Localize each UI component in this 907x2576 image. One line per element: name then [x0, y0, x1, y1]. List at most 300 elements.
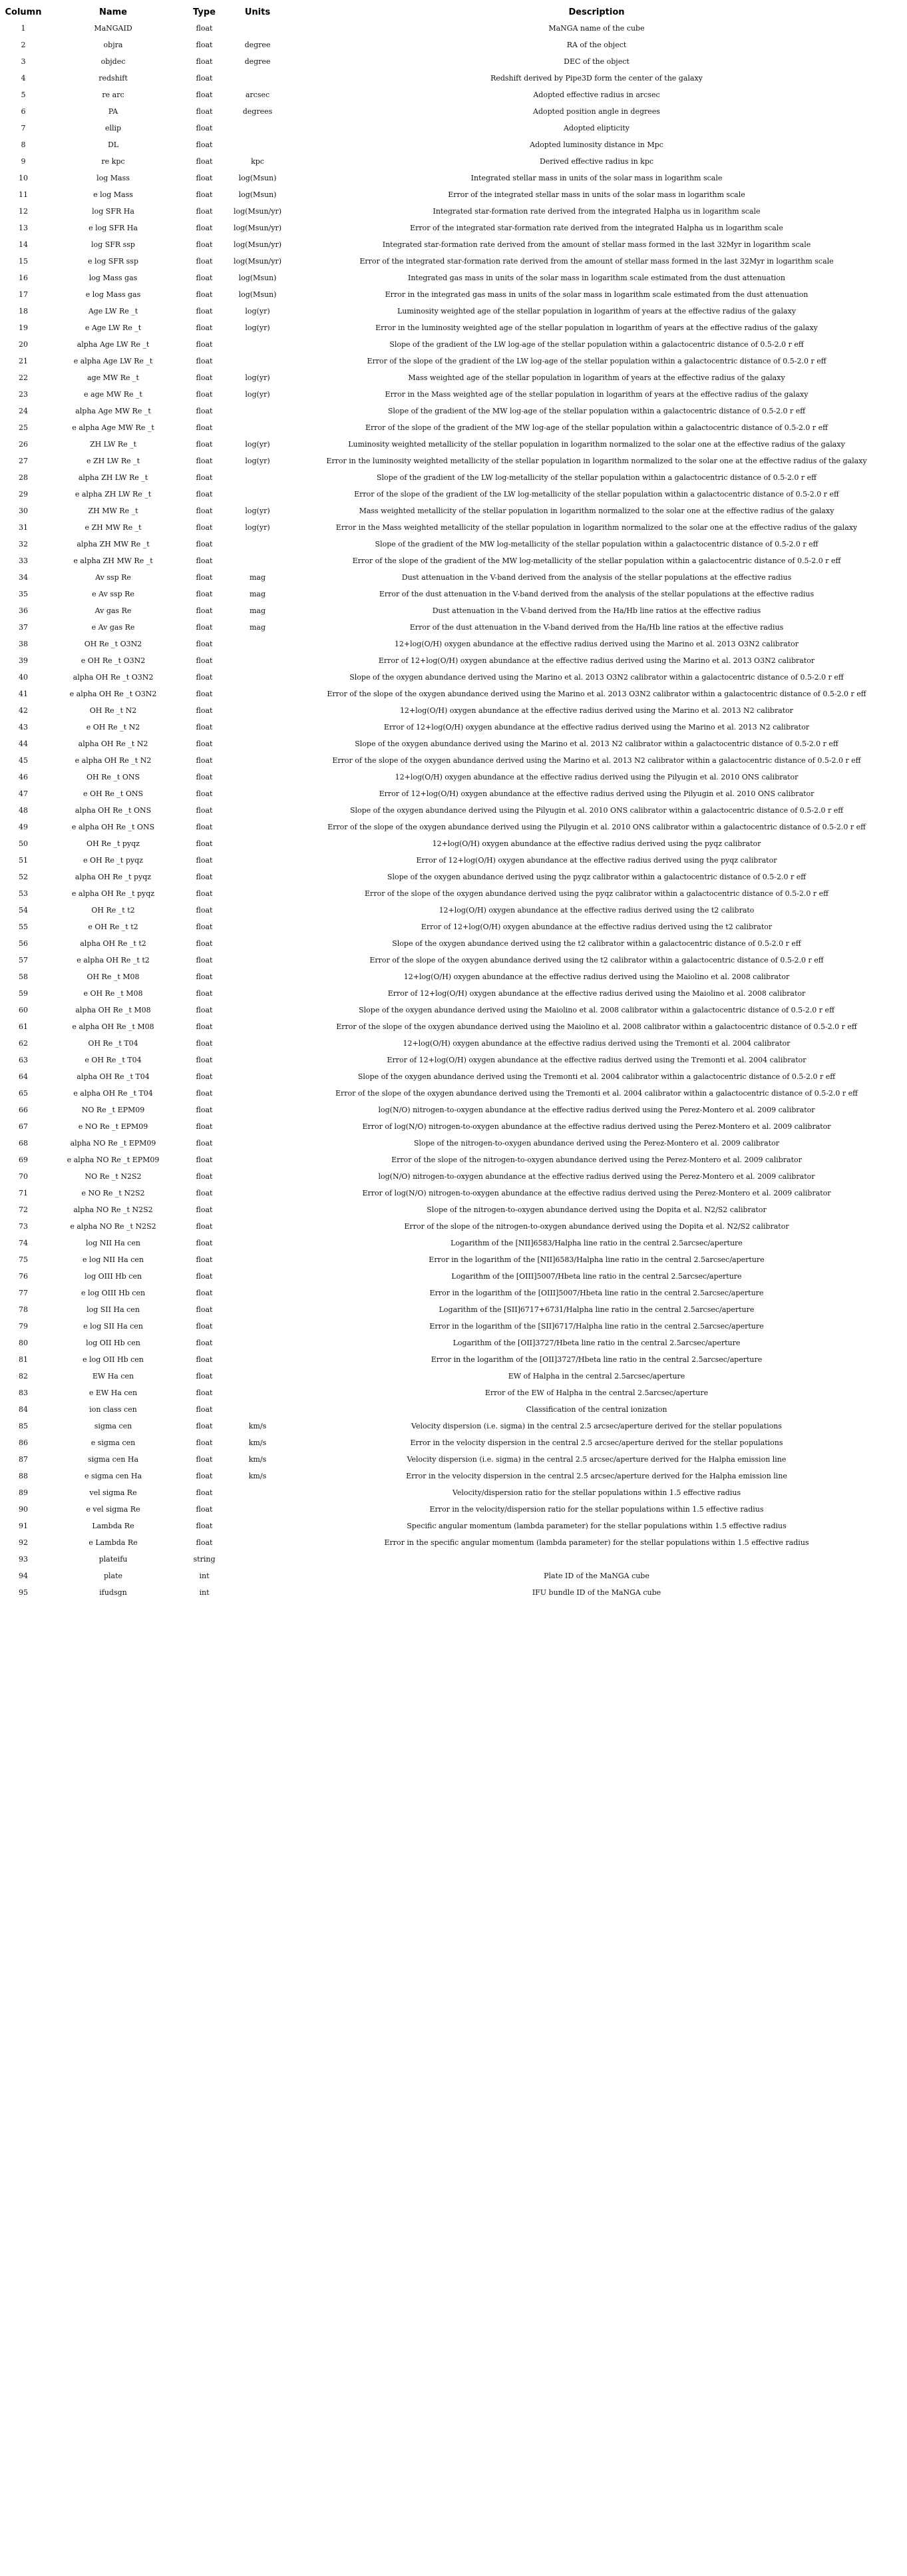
- cell-units: [229, 1351, 286, 1368]
- cell-units: log(Msun/yr): [233, 257, 282, 266]
- cell-column-number: 67: [19, 1122, 28, 1131]
- cell-units: mag: [249, 623, 266, 632]
- cell-column-number: 35: [19, 590, 28, 598]
- cell-name: log SFR Ha: [92, 207, 134, 216]
- cell-column-number: 47: [19, 789, 28, 798]
- cell-column-number: 25: [19, 423, 28, 432]
- cell-type: string: [193, 1555, 216, 1564]
- cell-description: Slope of the gradient of the LW log-age of the stellar population within a galactocentric distance of 0.5-2.0 r eff: [389, 340, 804, 349]
- cell-column-number: 29: [19, 490, 28, 499]
- table-row: [0, 1401, 907, 1418]
- cell-type: float: [196, 41, 213, 49]
- cell-column-number: 54: [19, 906, 28, 915]
- header-name: Name: [98, 7, 127, 17]
- cell-column-number: 36: [19, 606, 28, 615]
- cell-column-number: 61: [19, 1022, 28, 1031]
- table-row: [0, 436, 907, 453]
- cell-name: e OH Re _t O3N2: [81, 656, 146, 665]
- cell-column-number: 26: [19, 440, 28, 449]
- table-row: [0, 1468, 907, 1484]
- cell-name: OH Re _t pyqz: [87, 839, 140, 848]
- cell-column-number: 59: [19, 989, 28, 998]
- cell-column-number: 58: [19, 972, 28, 981]
- table-row: [0, 153, 907, 170]
- table-row: [0, 1301, 907, 1318]
- cell-column-number: 2: [21, 41, 26, 49]
- table-row: [0, 586, 907, 602]
- table-row: [0, 53, 907, 70]
- cell-units: [229, 1368, 286, 1385]
- cell-units: log(Msun): [238, 174, 277, 182]
- cell-units: [229, 835, 286, 852]
- header-column: Column: [5, 7, 42, 17]
- table-row: [0, 902, 907, 919]
- cell-column-number: 85: [19, 1422, 28, 1430]
- cell-description: Slope of the nitrogen-to-oxygen abundance derived using the Perez-Montero et al. 2009 calibrator: [413, 1139, 780, 1148]
- cell-type: float: [196, 889, 213, 898]
- cell-units: [229, 769, 286, 785]
- cell-description: Logarithm of the [OII]3727/Hbeta line ratio in the central 2.5arcsec/aperture: [453, 1339, 741, 1347]
- table-row: [0, 203, 907, 220]
- cell-column-number: 38: [19, 640, 28, 648]
- cell-description: Error in the logarithm of the [OIII]5007/Hbeta line ratio in the central 2.5arcsec/aperture: [429, 1289, 764, 1297]
- cell-units: km/s: [248, 1455, 267, 1464]
- cell-column-number: 18: [19, 307, 28, 316]
- cell-name: re kpc: [101, 157, 125, 166]
- cell-type: float: [196, 290, 213, 299]
- cell-type: float: [196, 1255, 213, 1264]
- cell-units: log(Msun): [238, 290, 277, 299]
- cell-type: float: [196, 590, 213, 598]
- cell-description: Logarithm of the [SII]6717+6731/Halpha line ratio in the central 2.5arcsec/aperture: [439, 1305, 755, 1314]
- cell-description: Adopted luminosity distance in Mpc: [530, 140, 663, 149]
- cell-units: [229, 1285, 286, 1301]
- cell-units: [229, 686, 286, 702]
- cell-name: e OH Re _t T04: [85, 1056, 142, 1064]
- cell-column-number: 86: [19, 1438, 28, 1447]
- cell-type: float: [196, 606, 213, 615]
- cell-column-number: 8: [21, 140, 26, 149]
- cell-units: [229, 736, 286, 752]
- cell-type: float: [196, 457, 213, 465]
- cell-name: alpha ZH MW Re _t: [77, 540, 150, 548]
- cell-name: e log Mass: [93, 190, 133, 199]
- cell-column-number: 14: [19, 240, 28, 249]
- cell-column-number: 60: [19, 1006, 28, 1014]
- cell-type: float: [196, 823, 213, 831]
- table-row: [0, 752, 907, 769]
- cell-type: float: [196, 1172, 213, 1181]
- cell-units: [229, 1335, 286, 1351]
- cell-units: [229, 1035, 286, 1052]
- cell-description: Adopted position angle in degrees: [533, 107, 660, 116]
- cell-type: float: [196, 157, 213, 166]
- cell-units: degree: [244, 41, 271, 49]
- table-row: [0, 353, 907, 369]
- cell-type: float: [196, 740, 213, 748]
- cell-units: [229, 486, 286, 503]
- cell-description: Error of 12+log(O/H) oxygen abundance at the effective radius derived using the Marino et al. 2013 N2 calibrator: [383, 723, 810, 732]
- cell-description: Plate ID of the MaNGA cube: [544, 1572, 649, 1580]
- cell-units: [229, 136, 286, 153]
- cell-description: Slope of the oxygen abundance derived using the pyqz calibrator within a galactocentric distance of 0.5-2.0 r eff: [387, 873, 807, 881]
- cell-description: Error in the Mass weighted metallicity of the stellar population in logarithm normalized to the solar one at the effective radius of the galaxy: [335, 523, 858, 532]
- table-row: [0, 1584, 907, 1601]
- cell-units: degrees: [242, 107, 273, 116]
- cell-description: Error of log(N/O) nitrogen-to-oxygen abundance at the effective radius derived using the Perez-Montero et al. 2009 calibrator: [362, 1122, 831, 1131]
- cell-units: km/s: [248, 1422, 267, 1430]
- cell-type: float: [196, 1156, 213, 1164]
- cell-units: [229, 785, 286, 802]
- cell-name: alpha OH Re _t pyqz: [75, 873, 152, 881]
- table-row: [0, 419, 907, 436]
- cell-name: e Lambda Re: [89, 1538, 138, 1547]
- table-row: [0, 1251, 907, 1268]
- cell-description: Classification of the central ionization: [526, 1405, 667, 1414]
- cell-column-number: 48: [19, 806, 28, 815]
- table-row: [0, 1168, 907, 1185]
- cell-name: e alpha OH Re _t pyqz: [71, 889, 155, 898]
- cell-name: plate: [103, 1572, 123, 1580]
- cell-type: float: [196, 1505, 213, 1514]
- table-header: [0, 4, 907, 20]
- table-row: [0, 885, 907, 902]
- cell-units: [229, 1168, 286, 1185]
- table-row: [0, 952, 907, 968]
- table-row: [0, 985, 907, 1002]
- cell-type: float: [196, 873, 213, 881]
- cell-column-number: 3: [21, 57, 26, 66]
- cell-type: float: [196, 640, 213, 648]
- cell-type: float: [196, 1039, 213, 1048]
- cell-description: Slope of the oxygen abundance derived using the Marino et al. 2013 O3N2 calibrator within a galactocentric distance of 0.5-2.0 r eff: [349, 673, 844, 682]
- table-row: [0, 669, 907, 686]
- cell-column-number: 69: [19, 1156, 28, 1164]
- cell-units: km/s: [248, 1472, 267, 1480]
- cell-units: [229, 20, 286, 37]
- table-row: [0, 1534, 907, 1551]
- cell-type: float: [196, 540, 213, 548]
- cell-units: [229, 1102, 286, 1118]
- cell-units: [229, 1584, 286, 1601]
- table-row: [0, 719, 907, 736]
- cell-column-number: 16: [19, 274, 28, 282]
- table-row: [0, 1052, 907, 1068]
- cell-column-number: 24: [19, 407, 28, 415]
- cell-name: OH Re _t N2: [89, 706, 137, 715]
- cell-type: float: [196, 1272, 213, 1281]
- cell-name: NO Re _t N2S2: [85, 1172, 142, 1181]
- cell-column-number: 80: [19, 1339, 28, 1347]
- cell-name: OH Re _t O3N2: [84, 640, 142, 648]
- cell-description: Error of the slope of the nitrogen-to-oxygen abundance derived using the Dopita et al. N2/S2 calibrator: [404, 1222, 789, 1231]
- cell-description: 12+log(O/H) oxygen abundance at the effective radius derived using the Tremonti et al. 2004 calibrator: [403, 1039, 791, 1048]
- cell-type: float: [196, 1455, 213, 1464]
- cell-type: float: [196, 923, 213, 931]
- cell-column-number: 41: [19, 690, 28, 698]
- cell-column-number: 66: [19, 1106, 28, 1114]
- cell-units: [229, 802, 286, 819]
- cell-name: OH Re _t T04: [88, 1039, 138, 1048]
- table-row: [0, 1102, 907, 1118]
- cell-name: log OIII Hb cen: [84, 1272, 142, 1281]
- cell-name: objra: [103, 41, 123, 49]
- cell-description: Error in the velocity dispersion in the central 2.5 arcsec/aperture derived for the Halpha emission line: [406, 1472, 787, 1480]
- cell-type: float: [196, 789, 213, 798]
- cell-units: [229, 552, 286, 569]
- table-row: [0, 1568, 907, 1584]
- cell-name: log SII Ha cen: [87, 1305, 140, 1314]
- table-row: [0, 170, 907, 186]
- cell-name: e log OII Hb cen: [83, 1355, 144, 1364]
- cell-units: [229, 1218, 286, 1235]
- cell-units: log(yr): [245, 307, 270, 316]
- cell-description: Error of the slope of the oxygen abundance derived using the Marino et al. 2013 N2 calibrator within a galactocentric distance of 0.5-2.0 r eff: [332, 756, 861, 765]
- cell-description: RA of the object: [566, 41, 627, 49]
- table-row: [0, 852, 907, 869]
- cell-name: plateifu: [98, 1555, 128, 1564]
- table-row: [0, 186, 907, 203]
- cell-column-number: 90: [19, 1505, 28, 1514]
- cell-units: [229, 1068, 286, 1085]
- cell-description: Error in the Mass weighted age of the stellar population in logarithm of years at the effective radius of the galaxy: [385, 390, 809, 399]
- table-row: [0, 602, 907, 619]
- cell-type: float: [196, 723, 213, 732]
- cell-description: Integrated gas mass in units of the solar mass in logarithm scale estimated from the dust attenuation: [408, 274, 785, 282]
- cell-type: float: [196, 190, 213, 199]
- cell-description: Slope of the oxygen abundance derived using the Tremonti et al. 2004 calibrator within a galactocentric distance of 0.5-2.0 r eff: [357, 1072, 836, 1081]
- table-row: [0, 336, 907, 353]
- cell-type: float: [196, 623, 213, 632]
- cell-description: Slope of the gradient of the LW log-metallicity of the stellar population within a galactocentric distance of 0.5-2.0 r eff: [376, 473, 816, 482]
- cell-units: [229, 1301, 286, 1318]
- cell-name: e alpha OH Re _t O3N2: [69, 690, 157, 698]
- cell-units: [229, 536, 286, 552]
- table-row: [0, 1018, 907, 1035]
- cell-name: e alpha OH Re _t N2: [75, 756, 152, 765]
- cell-units: mag: [249, 606, 266, 615]
- cell-type: float: [196, 373, 213, 382]
- header-units: Units: [244, 7, 271, 17]
- cell-description: Error in the logarithm of the [NII]6583/Halpha line ratio in the central 2.5arcsec/aperture: [429, 1255, 765, 1264]
- cell-description: Error of 12+log(O/H) oxygen abundance at the effective radius derived using the t2 calibrator: [421, 923, 773, 931]
- cell-description: Error in the luminosity weighted metallicity of the stellar population in logarithm normalized to the solar one at the effective radius of the galaxy: [326, 457, 867, 465]
- header-row: [0, 4, 907, 20]
- cell-column-number: 12: [19, 207, 28, 216]
- cell-column-number: 55: [19, 923, 28, 931]
- cell-units: [229, 1085, 286, 1102]
- table-row: [0, 619, 907, 636]
- cell-column-number: 37: [19, 623, 28, 632]
- cell-column-number: 73: [19, 1222, 28, 1231]
- cell-name: Lambda Re: [92, 1522, 134, 1530]
- table-body: [0, 20, 907, 1601]
- cell-units: [229, 1401, 286, 1418]
- cell-column-number: 82: [19, 1372, 28, 1381]
- cell-name: OH Re _t t2: [91, 906, 135, 915]
- cell-units: mag: [249, 573, 266, 582]
- cell-name: e Age LW Re _t: [85, 323, 142, 332]
- cell-description: Slope of the oxygen abundance derived using the Marino et al. 2013 N2 calibrator within a galactocentric distance of 0.5-2.0 r eff: [355, 740, 838, 748]
- cell-name: sigma cen: [94, 1422, 132, 1430]
- cell-name: e alpha OH Re _t T04: [73, 1089, 153, 1098]
- cell-description: Error of the slope of the nitrogen-to-oxygen abundance derived using the Perez-Montero et al. 2009 calibrator: [391, 1156, 802, 1164]
- cell-description: IFU bundle ID of the MaNGA cube: [532, 1588, 661, 1597]
- cell-description: Velocity dispersion (i.e. sigma) in the central 2.5 arcsec/aperture derived for the stellar populations: [411, 1422, 782, 1430]
- cell-column-number: 65: [19, 1089, 28, 1098]
- cell-name: e alpha ZH LW Re _t: [75, 490, 152, 499]
- cell-column-number: 13: [19, 224, 28, 232]
- cell-units: [229, 1551, 286, 1568]
- table-row: [0, 1418, 907, 1434]
- table-row: [0, 103, 907, 120]
- table-row: [0, 320, 907, 336]
- cell-column-number: 4: [21, 74, 26, 83]
- cell-column-number: 74: [19, 1239, 28, 1247]
- cell-column-number: 46: [19, 773, 28, 781]
- cell-description: Specific angular momentum (lambda parameter) for the stellar populations within 1.5 effective radius: [407, 1522, 787, 1530]
- cell-type: float: [196, 1522, 213, 1530]
- table-row: [0, 270, 907, 286]
- cell-type: float: [196, 1056, 213, 1064]
- cell-type: float: [196, 340, 213, 349]
- cell-description: Error of 12+log(O/H) oxygen abundance at the effective radius derived using the Tremonti et al. 2004 calibrator: [387, 1056, 807, 1064]
- cell-type: float: [196, 224, 213, 232]
- cell-column-number: 40: [19, 673, 28, 682]
- table-row: [0, 70, 907, 87]
- cell-column-number: 30: [19, 507, 28, 515]
- cell-column-number: 95: [19, 1588, 28, 1597]
- cell-column-number: 63: [19, 1056, 28, 1064]
- cell-description: log(N/O) nitrogen-to-oxygen abundance at the effective radius derived using the Perez-Montero et al. 2009 calibrator: [378, 1106, 815, 1114]
- cell-units: [229, 1002, 286, 1018]
- cell-column-number: 34: [19, 573, 28, 582]
- cell-type: float: [196, 1372, 213, 1381]
- cell-description: Dust attenuation in the V-band derived from the Ha/Hb line ratios at the effective radius: [432, 606, 761, 615]
- table-row: [0, 569, 907, 586]
- cell-name: ZH MW Re _t: [88, 507, 138, 515]
- cell-name: e ZH MW Re _t: [85, 523, 142, 532]
- table-row: [0, 303, 907, 320]
- cell-units: [229, 1534, 286, 1551]
- cell-description: Velocity dispersion (i.e. sigma) in the central 2.5 arcsec/aperture derived for the Halpha emission line: [407, 1455, 787, 1464]
- cell-column-number: 21: [19, 357, 28, 365]
- cell-units: [229, 952, 286, 968]
- cell-units: [229, 1135, 286, 1152]
- cell-name: OH Re _t ONS: [87, 773, 140, 781]
- cell-type: float: [196, 673, 213, 682]
- cell-description: Integrated star-formation rate derived from the amount of stellar mass formed in the last 32Myr in logarithm scale: [382, 240, 811, 249]
- cell-units: [229, 869, 286, 885]
- cell-units: [229, 636, 286, 652]
- table-row: [0, 486, 907, 503]
- cell-name: log OII Hb cen: [86, 1339, 140, 1347]
- cell-type: float: [196, 174, 213, 182]
- cell-column-number: 77: [19, 1289, 28, 1297]
- cell-column-number: 92: [19, 1538, 28, 1547]
- cell-column-number: 52: [19, 873, 28, 881]
- cell-name: vel sigma Re: [89, 1488, 137, 1497]
- cell-name: alpha Age MW Re _t: [75, 407, 151, 415]
- cell-name: e alpha NO Re _t EPM09: [67, 1156, 160, 1164]
- cell-name: alpha OH Re _t T04: [77, 1072, 150, 1081]
- cell-column-number: 79: [19, 1322, 28, 1331]
- cell-description: 12+log(O/H) oxygen abundance at the effective radius derived using the t2 calibrato: [439, 906, 755, 915]
- cell-column-number: 89: [19, 1488, 28, 1497]
- cell-units: log(Msun/yr): [233, 224, 282, 232]
- table-row: [0, 236, 907, 253]
- table-row: [0, 20, 907, 37]
- cell-name: DL: [107, 140, 119, 149]
- cell-name: e sigma cen: [91, 1438, 136, 1447]
- cell-name: e log SFR Ha: [89, 224, 138, 232]
- table-row: [0, 1285, 907, 1301]
- cell-type: float: [196, 806, 213, 815]
- cell-units: log(yr): [245, 390, 270, 399]
- cell-name: e age MW Re _t: [84, 390, 142, 399]
- cell-description: Integrated star-formation rate derived from the integrated Halpha us in logarithm scale: [433, 207, 761, 216]
- cell-column-number: 28: [19, 473, 28, 482]
- cell-column-number: 7: [21, 124, 26, 132]
- cell-type: float: [196, 57, 213, 66]
- cell-name: e NO Re _t N2S2: [81, 1189, 145, 1197]
- cell-name: e alpha Age MW Re _t: [72, 423, 154, 432]
- table-row: [0, 552, 907, 569]
- cell-units: [229, 852, 286, 869]
- cell-type: float: [196, 1389, 213, 1397]
- cell-description: log(N/O) nitrogen-to-oxygen abundance at the effective radius derived using the Perez-Montero et al. 2009 calibrator: [378, 1172, 815, 1181]
- cell-type: float: [196, 1472, 213, 1480]
- cell-name: e log NII Ha cen: [83, 1255, 144, 1264]
- cell-description: Dust attenuation in the V-band derived from the analysis of the stellar populations at the effective radius: [401, 573, 792, 582]
- cell-description: Adopted effective radius in arcsec: [533, 91, 660, 99]
- cell-units: log(yr): [245, 507, 270, 515]
- cell-type: float: [196, 1339, 213, 1347]
- cell-units: log(yr): [245, 323, 270, 332]
- cell-type: float: [196, 440, 213, 449]
- cell-type: float: [196, 1305, 213, 1314]
- cell-name: OH Re _t M08: [87, 972, 140, 981]
- cell-name: log Mass: [96, 174, 130, 182]
- cell-column-number: 76: [19, 1272, 28, 1281]
- table-row: [0, 1218, 907, 1235]
- cell-description: Error of the slope of the oxygen abundance derived using the Maiolino et al. 2008 calibrator within a galactocentric distance of 0.5-2.0 r eff: [336, 1022, 857, 1031]
- cell-type: float: [196, 956, 213, 965]
- table-row: [0, 453, 907, 469]
- cell-type: float: [196, 1222, 213, 1231]
- table-row: [0, 1135, 907, 1152]
- cell-name: ifudsgn: [99, 1588, 127, 1597]
- cell-units: log(yr): [245, 523, 270, 532]
- cell-name: ellip: [104, 124, 122, 132]
- cell-description: Error in the luminosity weighted age of the stellar population in logarithm of years at the effective radius of the galaxy: [375, 323, 818, 332]
- cell-description: Error in the integrated gas mass in units of the solar mass in logarithm scale estimated from the dust attenuation: [385, 290, 809, 299]
- cell-name: e alpha NO Re _t N2S2: [70, 1222, 156, 1231]
- cell-type: int: [199, 1588, 210, 1597]
- cell-type: float: [196, 1205, 213, 1214]
- cell-description: Error of the slope of the oxygen abundance derived using the Pilyugin et al. 2010 ONS calibrator within a galactocentric distance of 0.5-2.0 r eff: [327, 823, 866, 831]
- cell-units: [229, 336, 286, 353]
- cell-type: float: [196, 906, 213, 915]
- table-row: [0, 919, 907, 935]
- cell-units: log(yr): [245, 457, 270, 465]
- table-row: [0, 1268, 907, 1285]
- cell-description: Error of 12+log(O/H) oxygen abundance at the effective radius derived using the pyqz calibrator: [416, 856, 777, 865]
- cell-column-number: 53: [19, 889, 28, 898]
- table-row: [0, 369, 907, 386]
- cell-column-number: 94: [19, 1572, 28, 1580]
- cell-name: EW Ha cen: [92, 1372, 134, 1381]
